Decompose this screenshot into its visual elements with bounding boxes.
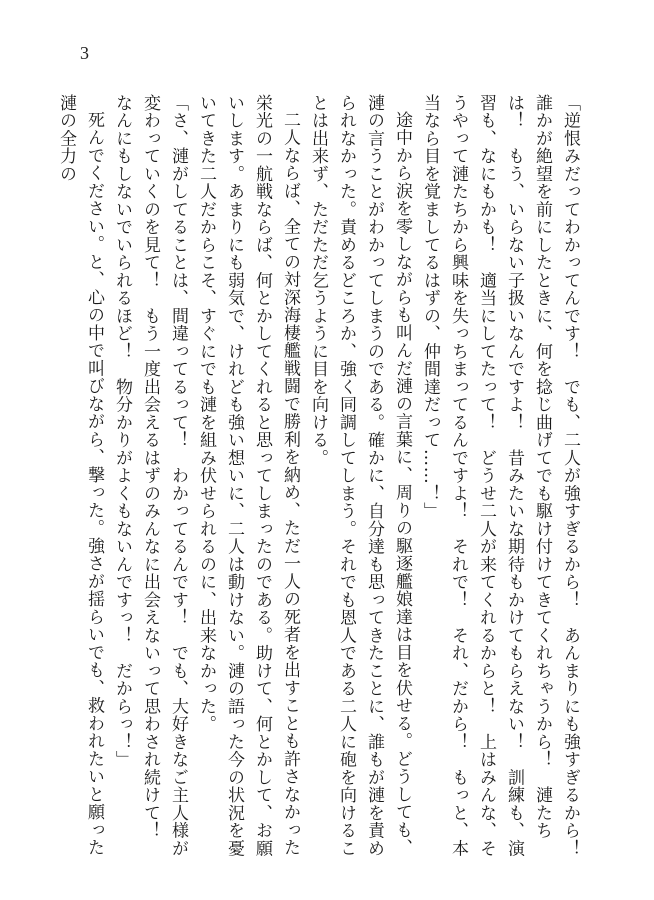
paragraph-narration-3: 死んでください。と、心の中で叫びながら、撃った。強さが揺らいでも、救われたいと願った漣の全力の [56,94,104,857]
paragraph-narration-2: 二人ならば、全ての対深海棲艦戦闘で勝利を納め、ただ一人の死者を出すことも許さなかった栄光の一航戦ならば、何とかしてくれると思ってしまったのである。助けて、何とかして、お願いします。あまりにも弱気で、けれども強い想いに、二人は動けない。漣の語った今の状況を憂いてきた二人だからこそ、すぐにでも漣を組み伏せられるのに、出来なかった。 [196,94,300,858]
body-text [52,94,584,875]
page-number: 3 [80,43,89,63]
paragraph-dialogue-1: 「逆恨みだってわかってんです！ でも、二人が強すぎるから！ あんまりにも強すぎるから！ 誰かが絶望を前にしたときに、何を捻じ曲げてでも駆け付けてきてくれちゃうから！ 漣たちは！ もう、いらない子扱いなんですよ！ 昔みたいな期待もかけてもらえない！ 訓練も、演習も、なにもかも！ 適当にしてたって！ どうせ二人が来てくれるからと！ 上はみんな、そうやって漣たちから興味を失っちまってるんですよ！ それで！ それ、だから！ もっと、本当なら目を覚ましてるはずの、仲間達だって……！」 [420,94,580,875]
paragraph-dialogue-2: 「さ、漣がしてることは、間違ってるって！ わかってるんです！ でも、大好きなご主人様が変わっていくのを見て！ もう一度出会えるはずのみんなに出会えないって思わされ続けて！ なんにもしないでいられるほど！ 物分かりがよくもないんですっ！ だからっ！」 [112,94,188,858]
paragraph-narration-1: 途中から涙を零しながらも叫んだ漣の言葉に、周りの駆逐艦娘達は目を伏せる。どうしても、漣の言うことがわかってしまうのである。確かに、自分達も思ってきたことに、誰もが漣を責められなかった。責めるどころか、強く同調してしまう。それでも恩人である二人に砲を向けることは出来ず、ただただ乞うように目を向ける。 [308,94,412,858]
